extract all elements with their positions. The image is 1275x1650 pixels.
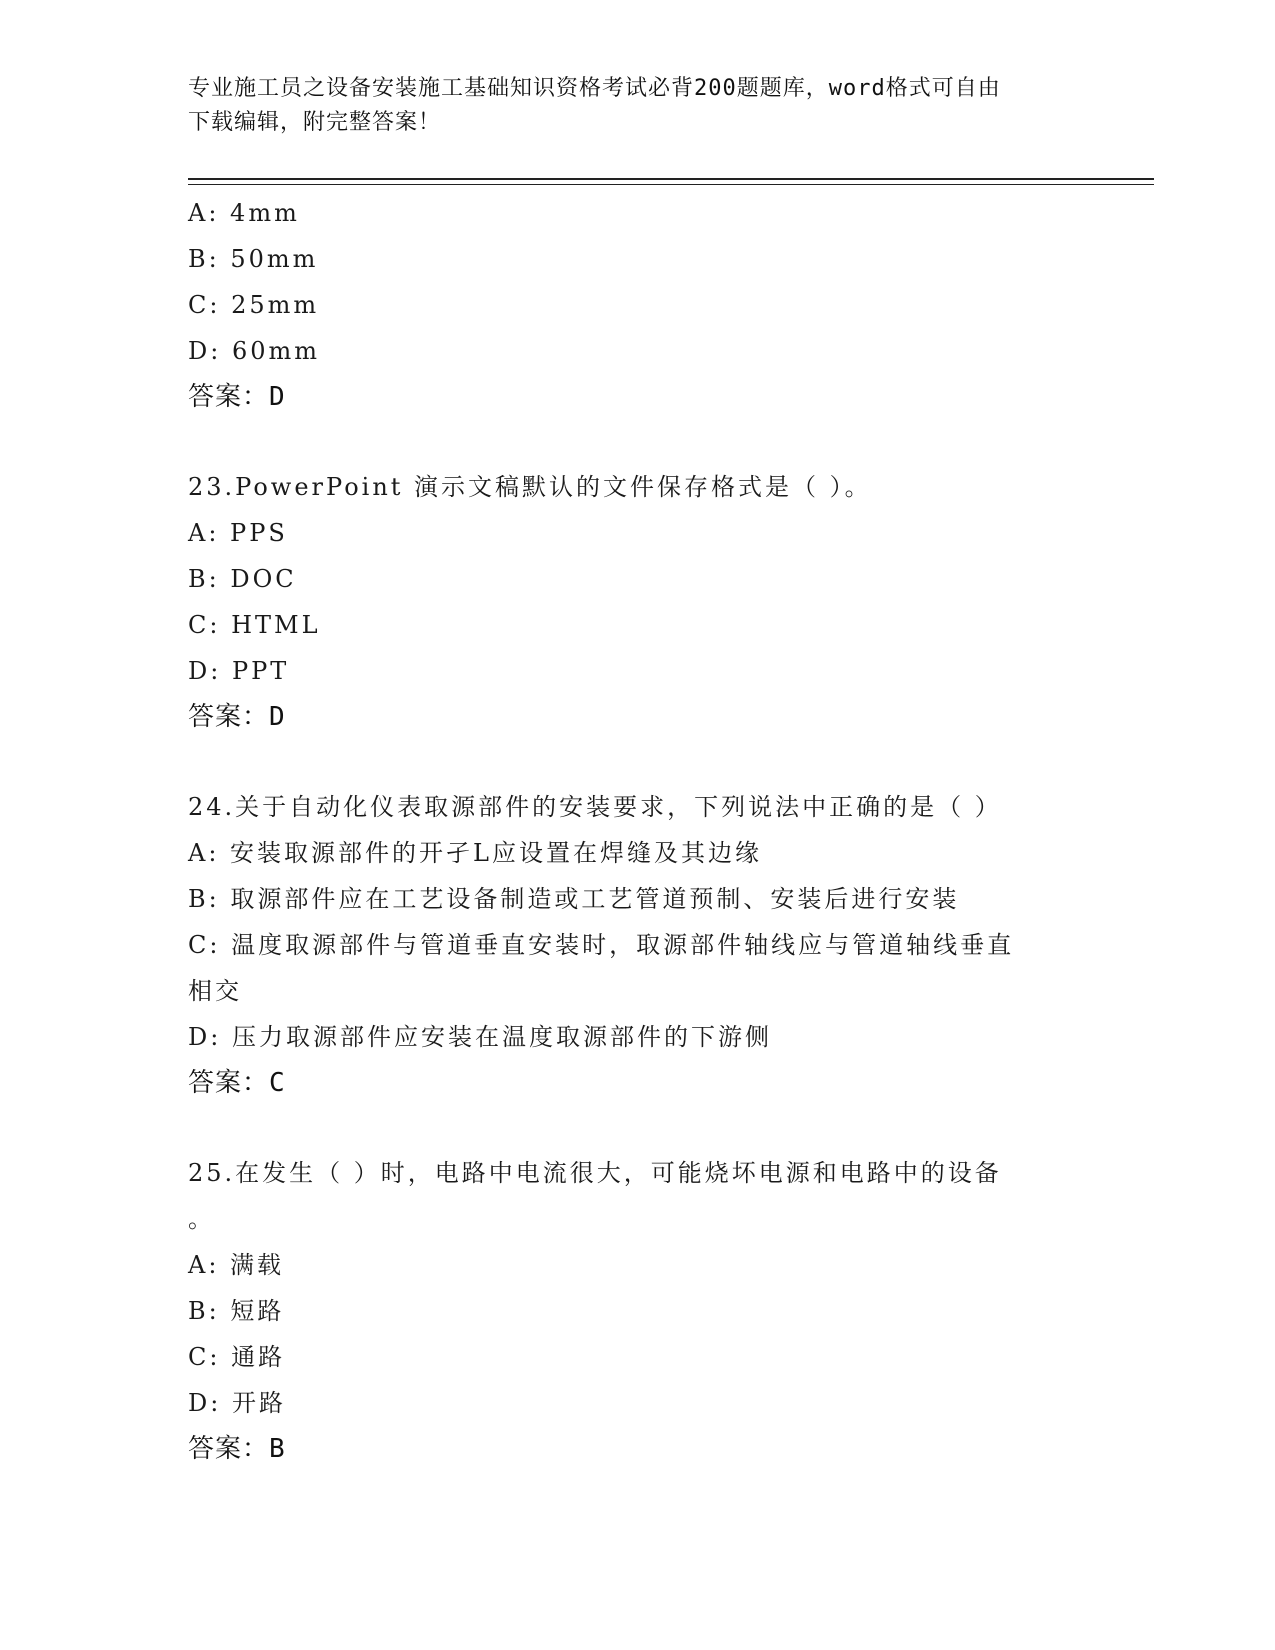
header-title-line-1: 专业施工员之设备安装施工基础知识资格考试必背200题题库，word格式可自由 xyxy=(188,76,1001,101)
option-a: A: 4mm xyxy=(188,199,300,227)
answer-line: 答案：D xyxy=(188,702,286,732)
option-b: B: 50mm xyxy=(188,245,319,273)
answer-line: 答案：C xyxy=(188,1068,286,1098)
option-a: A: 满载 xyxy=(188,1251,285,1279)
question-23-block xyxy=(188,464,1088,740)
option-b: B: 短路 xyxy=(188,1297,285,1325)
option-d: D: 60mm xyxy=(188,337,321,365)
answer-line: 答案：B xyxy=(188,1434,286,1464)
document-header xyxy=(188,72,1088,140)
option-a: A: 安装取源部件的开孑L应设置在焊缝及其边缘 xyxy=(188,839,762,867)
option-c: C: HTML xyxy=(188,611,321,639)
option-d: D: 开路 xyxy=(188,1389,286,1417)
spacer xyxy=(188,420,1088,464)
header-divider-thin xyxy=(188,184,1154,185)
option-c: C: 通路 xyxy=(188,1343,286,1371)
option-c-continuation: 相交 xyxy=(188,977,242,1005)
option-c: C: 温度取源部件与管道垂直安装时，取源部件轴线应与管道轴线垂直 xyxy=(188,931,1015,959)
option-b: B: 取源部件应在工艺设备制造或工艺管道预制、安装后进行安装 xyxy=(188,885,960,913)
header-divider-thick xyxy=(188,178,1154,180)
spacer xyxy=(188,740,1088,784)
question-22-block xyxy=(188,190,1088,420)
question-24-block xyxy=(188,784,1088,1106)
option-d: D: 压力取源部件应安装在温度取源部件的下游侧 xyxy=(188,1023,772,1051)
option-a: A: PPS xyxy=(188,519,288,547)
question-25-block xyxy=(188,1150,1088,1472)
option-b: B: DOC xyxy=(188,565,297,593)
question-text: 23.PowerPoint 演示文稿默认的文件保存格式是（ ）。 xyxy=(188,473,872,501)
header-title-line-2: 下载编辑，附完整答案！ xyxy=(188,110,442,135)
question-text-continuation: 。 xyxy=(188,1205,215,1233)
spacer xyxy=(188,1106,1088,1150)
option-c: C: 25mm xyxy=(188,291,320,319)
question-text: 25.在发生（ ）时，电路中电流很大，可能烧坏电源和电路中的设备 xyxy=(188,1159,1002,1187)
option-d: D: PPT xyxy=(188,657,290,685)
question-text: 24.关于自动化仪表取源部件的安装要求，下列说法中正确的是（ ） xyxy=(188,793,1002,821)
question-list xyxy=(188,190,1088,1472)
answer-line: 答案：D xyxy=(188,382,286,412)
